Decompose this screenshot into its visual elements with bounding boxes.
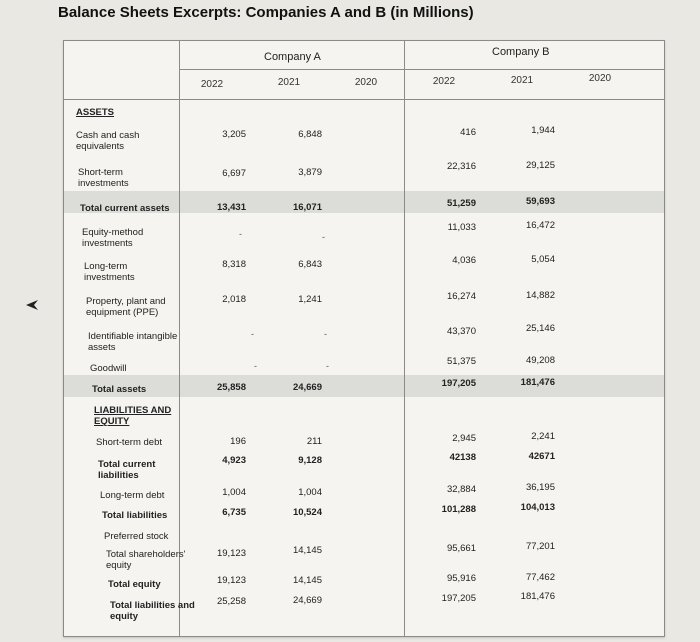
cell-a-2022: 19,123 — [216, 575, 246, 586]
cell-b-2022: 95,661 — [446, 543, 476, 554]
cell-b-2022: 43,370 — [446, 326, 476, 337]
cell-b-2022: 416 — [460, 127, 476, 138]
cell-a-2022: 2,018 — [222, 294, 246, 305]
section-liabilities-label: LIABILITIES AND EQUITY — [94, 405, 172, 427]
cell-a-2022: 196 — [230, 436, 246, 447]
cell-a-2021: 211 — [306, 436, 322, 447]
balance-sheet-table — [63, 40, 665, 637]
cell-b-2022: 4,036 — [452, 255, 476, 266]
cell-b-2022: 51,375 — [446, 356, 476, 367]
company-divider — [404, 41, 405, 636]
year-header-b-2020: 2020 — [588, 73, 612, 84]
row-label: Long-term investments — [84, 261, 135, 283]
cell-a-2022: 25,858 — [216, 382, 246, 393]
row-label: Short-term investments — [78, 167, 129, 189]
cell-a-2021: 24,669 — [292, 595, 322, 606]
year-header-b-2022: 2022 — [432, 76, 456, 87]
cell-b-2021: 16,472 — [525, 220, 555, 231]
cell-b-2021: 181,476 — [520, 591, 555, 602]
year-header-a-2022: 2022 — [200, 79, 224, 90]
cell-a-2022: 6,697 — [222, 168, 246, 179]
cell-b-2021: 2,241 — [531, 431, 555, 442]
cell-a-2021: 16,071 — [292, 202, 322, 213]
cell-b-2022: 197,205 — [441, 378, 476, 389]
year-header-a-2021: 2021 — [277, 77, 301, 88]
row-label: Identifiable intangible assets — [88, 331, 178, 353]
cell-a-2022: 19,123 — [216, 548, 246, 559]
section-assets-label: ASSETS — [76, 107, 115, 118]
cell-b-2021: 181,476 — [520, 377, 555, 388]
empty-cell-dash: - — [326, 361, 329, 371]
header-bottom-line — [64, 99, 664, 100]
row-label: Property, plant and equipment (PPE) — [86, 296, 166, 318]
row-label-total-assets: Total assets — [92, 384, 147, 395]
cell-b-2022: 95,916 — [446, 573, 476, 584]
year-header-b-2021: 2021 — [510, 75, 534, 86]
empty-cell-dash: - — [254, 361, 257, 371]
cell-a-2021: 24,669 — [292, 382, 322, 393]
row-label: Cash and cash equivalents — [76, 130, 140, 152]
cell-a-2021: 10,524 — [292, 507, 322, 518]
empty-cell-dash: - — [322, 232, 325, 242]
cell-b-2022: 2,945 — [452, 433, 476, 444]
row-label-total-liabilities-and-equity: Total liabilities and equity — [110, 600, 195, 622]
cell-a-2022: 1,004 — [222, 487, 246, 498]
cell-b-2022: 51,259 — [446, 198, 476, 209]
cell-b-2021: 14,882 — [525, 290, 555, 301]
cell-b-2022: 16,274 — [446, 291, 476, 302]
row-label: Goodwill — [90, 363, 127, 374]
cell-b-2022: 42138 — [449, 452, 476, 463]
cell-a-2021: 6,848 — [298, 129, 322, 140]
cell-b-2021: 29,125 — [525, 160, 555, 171]
row-label-total-current-liabilities: Total current liabilities — [98, 459, 156, 481]
row-label-total-equity: Total equity — [108, 579, 161, 590]
row-highlight-total-assets — [64, 375, 664, 397]
cell-b-2021: 36,195 — [525, 482, 555, 493]
company-a-header: Company A — [264, 51, 321, 63]
cell-a-2021: 3,879 — [298, 167, 322, 178]
cell-a-2021: 6,843 — [298, 259, 322, 270]
row-label-total-liabilities: Total liabilities — [102, 510, 168, 521]
row-label: Total shareholders' equity — [106, 549, 186, 571]
cell-b-2022: 197,205 — [441, 593, 476, 604]
cell-b-2021: 1,944 — [531, 125, 555, 136]
cell-b-2022: 11,033 — [447, 222, 476, 233]
cell-b-2022: 32,884 — [446, 484, 476, 495]
empty-cell-dash: - — [251, 329, 254, 339]
cell-b-2022: 101,288 — [441, 504, 476, 515]
cell-b-2021: 5,054 — [531, 254, 555, 265]
cell-a-2022: 6,735 — [222, 507, 246, 518]
row-label: Preferred stock — [104, 531, 169, 542]
row-label-total-current-assets: Total current assets — [80, 203, 170, 214]
page-title: Balance Sheets Excerpts: Companies A and B (in Millions) — [58, 4, 474, 21]
cell-a-2022: 13,431 — [216, 202, 246, 213]
empty-cell-dash: - — [324, 329, 327, 339]
cell-a-2021: 14,145 — [292, 545, 322, 556]
cell-b-2022: 22,316 — [446, 161, 476, 172]
cell-a-2021: 14,145 — [292, 575, 322, 586]
cell-b-2021: 25,146 — [525, 323, 555, 334]
cell-b-2021: 77,462 — [525, 572, 555, 583]
mouse-pointer-icon — [25, 298, 39, 312]
empty-cell-dash: - — [239, 229, 242, 239]
cell-a-2021: 1,241 — [298, 294, 322, 305]
row-label: Long-term debt — [100, 490, 165, 501]
year-header-a-2020: 2020 — [354, 77, 378, 88]
cell-b-2021: 77,201 — [525, 541, 555, 552]
column-divider — [179, 41, 180, 636]
cell-a-2021: 9,128 — [298, 455, 322, 466]
row-label: Short-term debt — [96, 437, 162, 448]
cell-b-2021: 104,013 — [520, 502, 555, 513]
cell-a-2022: 3,205 — [222, 129, 246, 140]
cell-a-2022: 25,258 — [216, 596, 246, 607]
cell-a-2022: 4,923 — [222, 455, 246, 466]
cell-b-2021: 59,693 — [525, 196, 555, 207]
row-label: Equity-method investments — [82, 227, 144, 249]
header-divider — [179, 69, 664, 70]
cell-a-2022: 8,318 — [222, 259, 246, 270]
cell-b-2021: 49,208 — [525, 355, 555, 366]
company-b-header: Company B — [492, 46, 550, 58]
cell-a-2021: 1,004 — [298, 487, 322, 498]
cell-b-2021: 42671 — [528, 451, 555, 462]
